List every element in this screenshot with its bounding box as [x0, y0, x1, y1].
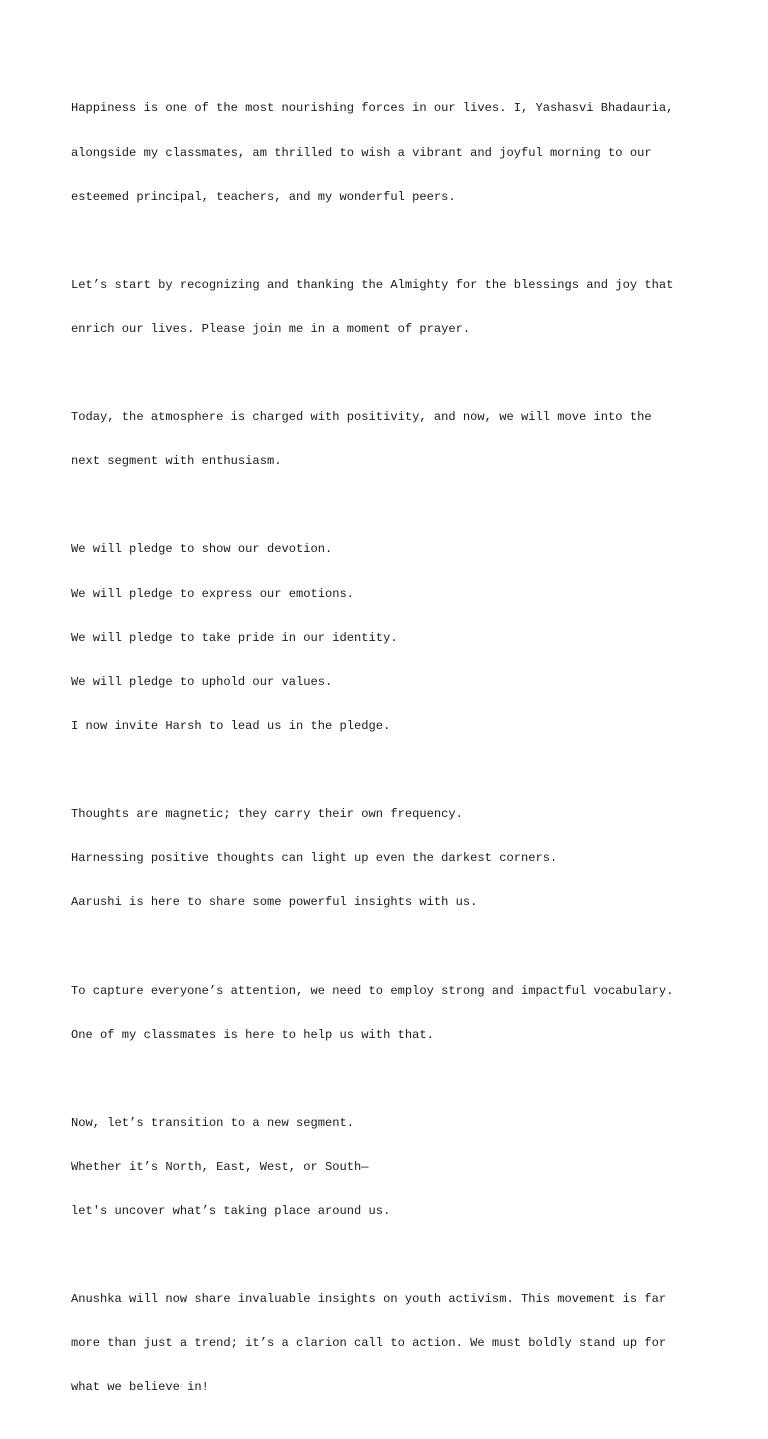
- text-line: Anushka will now share invaluable insights on youth activism. This movement is far: [71, 1292, 667, 1307]
- paragraph-transition: [71, 381, 711, 499]
- paragraph-news: [71, 1086, 711, 1248]
- text-line: We will pledge to express our emotions.: [71, 586, 355, 601]
- text-line: One of my classmates is here to help us with that.: [71, 1027, 434, 1042]
- text-line: We will pledge to uphold our values.: [71, 674, 333, 689]
- paragraph-prayer: [71, 248, 711, 366]
- text-line: next segment with enthusiasm.: [71, 454, 282, 469]
- paragraph-pledge: [71, 513, 711, 763]
- text-line: alongside my classmates, am thrilled to wish a vibrant and joyful morning to our: [71, 145, 652, 160]
- text-line: Let’s start by recognizing and thanking the Almighty for the blessings and joy that: [71, 277, 674, 292]
- text-line: Now, let’s transition to a new segment.: [71, 1115, 355, 1130]
- paragraph-greeting: [71, 72, 711, 234]
- text-line: To capture everyone’s attention, we need to employ strong and impactful vocabulary.: [71, 983, 674, 998]
- text-line: Today, the atmosphere is charged with positivity, and now, we will move into the: [71, 410, 652, 425]
- text-line: Harnessing positive thoughts can light up even the darkest corners.: [71, 851, 558, 866]
- text-line: Happiness is one of the most nourishing forces in our lives. I, Yashasvi Bhadauria,: [71, 101, 674, 116]
- paragraph-thoughts: [71, 778, 711, 940]
- text-line: I now invite Harsh to lead us in the pledge.: [71, 718, 391, 733]
- paragraph-vocabulary: [71, 954, 711, 1072]
- text-line: let's uncover what’s taking place around us.: [71, 1204, 391, 1219]
- text-line: Thoughts are magnetic; they carry their own frequency.: [71, 807, 463, 822]
- text-line: We will pledge to take pride in our identity.: [71, 630, 398, 645]
- paragraph-activism: [71, 1263, 711, 1425]
- text-line: esteemed principal, teachers, and my wonderful peers.: [71, 189, 456, 204]
- document-body: [71, 72, 711, 1439]
- text-line: We will pledge to show our devotion.: [71, 542, 333, 557]
- text-line: more than just a trend; it’s a clarion call to action. We must boldly stand up for: [71, 1336, 667, 1351]
- text-line: Aarushi is here to share some powerful insights with us.: [71, 895, 478, 910]
- text-line: Whether it’s North, East, West, or South—: [71, 1159, 369, 1174]
- text-line: enrich our lives. Please join me in a moment of prayer.: [71, 321, 471, 336]
- text-line: what we believe in!: [71, 1380, 209, 1395]
